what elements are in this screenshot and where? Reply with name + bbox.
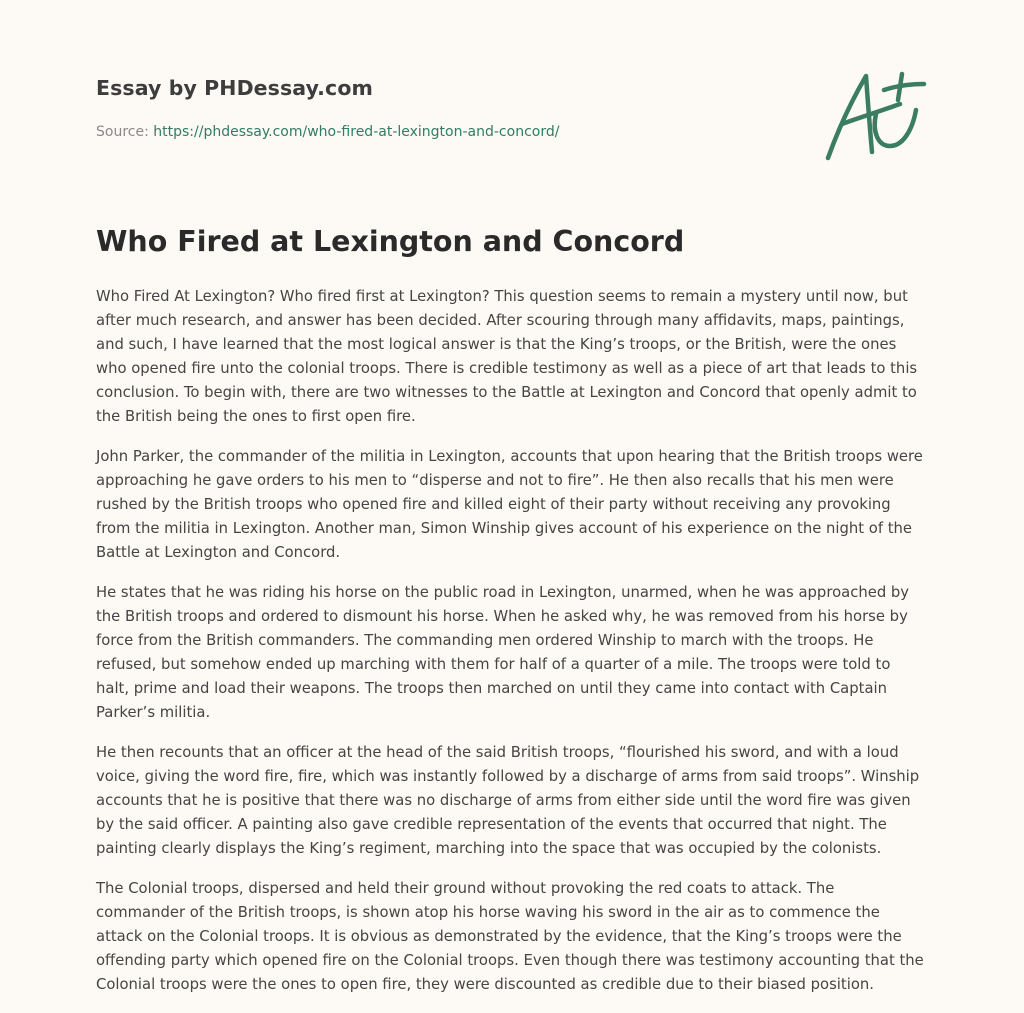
essay-title: Who Fired at Lexington and Concord xyxy=(96,225,685,258)
source-label: Source: xyxy=(96,124,149,140)
essay-paragraph: The Colonial troops, dispersed and held their ground without provoking the red coats to attack. The commander of the British troops, is shown atop his horse waving his sword in the air as to commence the attack on the Colonial troops. It is obvious as demonstrated by the evidence, that the King’s troops were the offending party which opened fire on the Colonial troops. Even though there was testimony accounting that the Colonial troops were the ones to open fire, they were discounted as credible due to their biased position. xyxy=(96,880,924,993)
essay-paragraph: Who Fired At Lexington? Who fired first at Lexington? This question seems to remain a mystery until now, but after much research, and answer has been decided. After scouring through many affidavits, maps, paintings, and such, I have learned that the most logical answer is that the King’s troops, or the British, were the ones who opened fire unto the colonial troops. There is credible testimony as well as a piece of art that leads to this conclusion. To begin with, there are two witnesses to the Battle at Lexington and Concord that openly admit to the British being the ones to first open fire. xyxy=(96,288,918,425)
essay-paragraph: He states that he was riding his horse on the public road in Lexington, unarmed, when he was approached by the British troops and ordered to dismount his horse. When he asked why, he was removed from his horse by force from the British commanders. The commanding men ordered Winship to march with the troops. He refused, but somehow ended up marching with them for half of a quarter of a mile. The troops were told to halt, prime and load their weapons. The troops then marched on until they came into contact with Captain Parker’s militia. xyxy=(96,584,910,721)
source-line xyxy=(96,124,559,140)
essay-body xyxy=(96,285,928,1013)
site-brand: Essay by PHDessay.com xyxy=(96,76,373,100)
essay-paragraph: John Parker, the commander of the militia in Lexington, accounts that upon hearing that the British troops were approaching he gave orders to his men to “disperse and not to fire”. He then also recalls that his men were rushed by the British troops who opened fire and killed eight of their party without receiving any provoking from the militia in Lexington. Another man, Simon Winship gives account of his experience on the night of the Battle at Lexington and Concord. xyxy=(96,448,923,561)
essay-paragraph: He then recounts that an officer at the head of the said British troops, “flourished his sword, and with a loud voice, giving the word fire, fire, which was instantly followed by a discharge of arms from said troops”. Winship accounts that he is positive that there was no discharge of arms from either side until the word fire was given by the said officer. A painting also gave credible representation of the events that occurred that night. The painting clearly displays the King’s regiment, marching into the space that was occupied by the colonists. xyxy=(96,744,920,857)
a-plus-grade-icon xyxy=(820,66,930,166)
source-link[interactable]: https://phdessay.com/who-fired-at-lexington-and-concord/ xyxy=(153,124,560,140)
